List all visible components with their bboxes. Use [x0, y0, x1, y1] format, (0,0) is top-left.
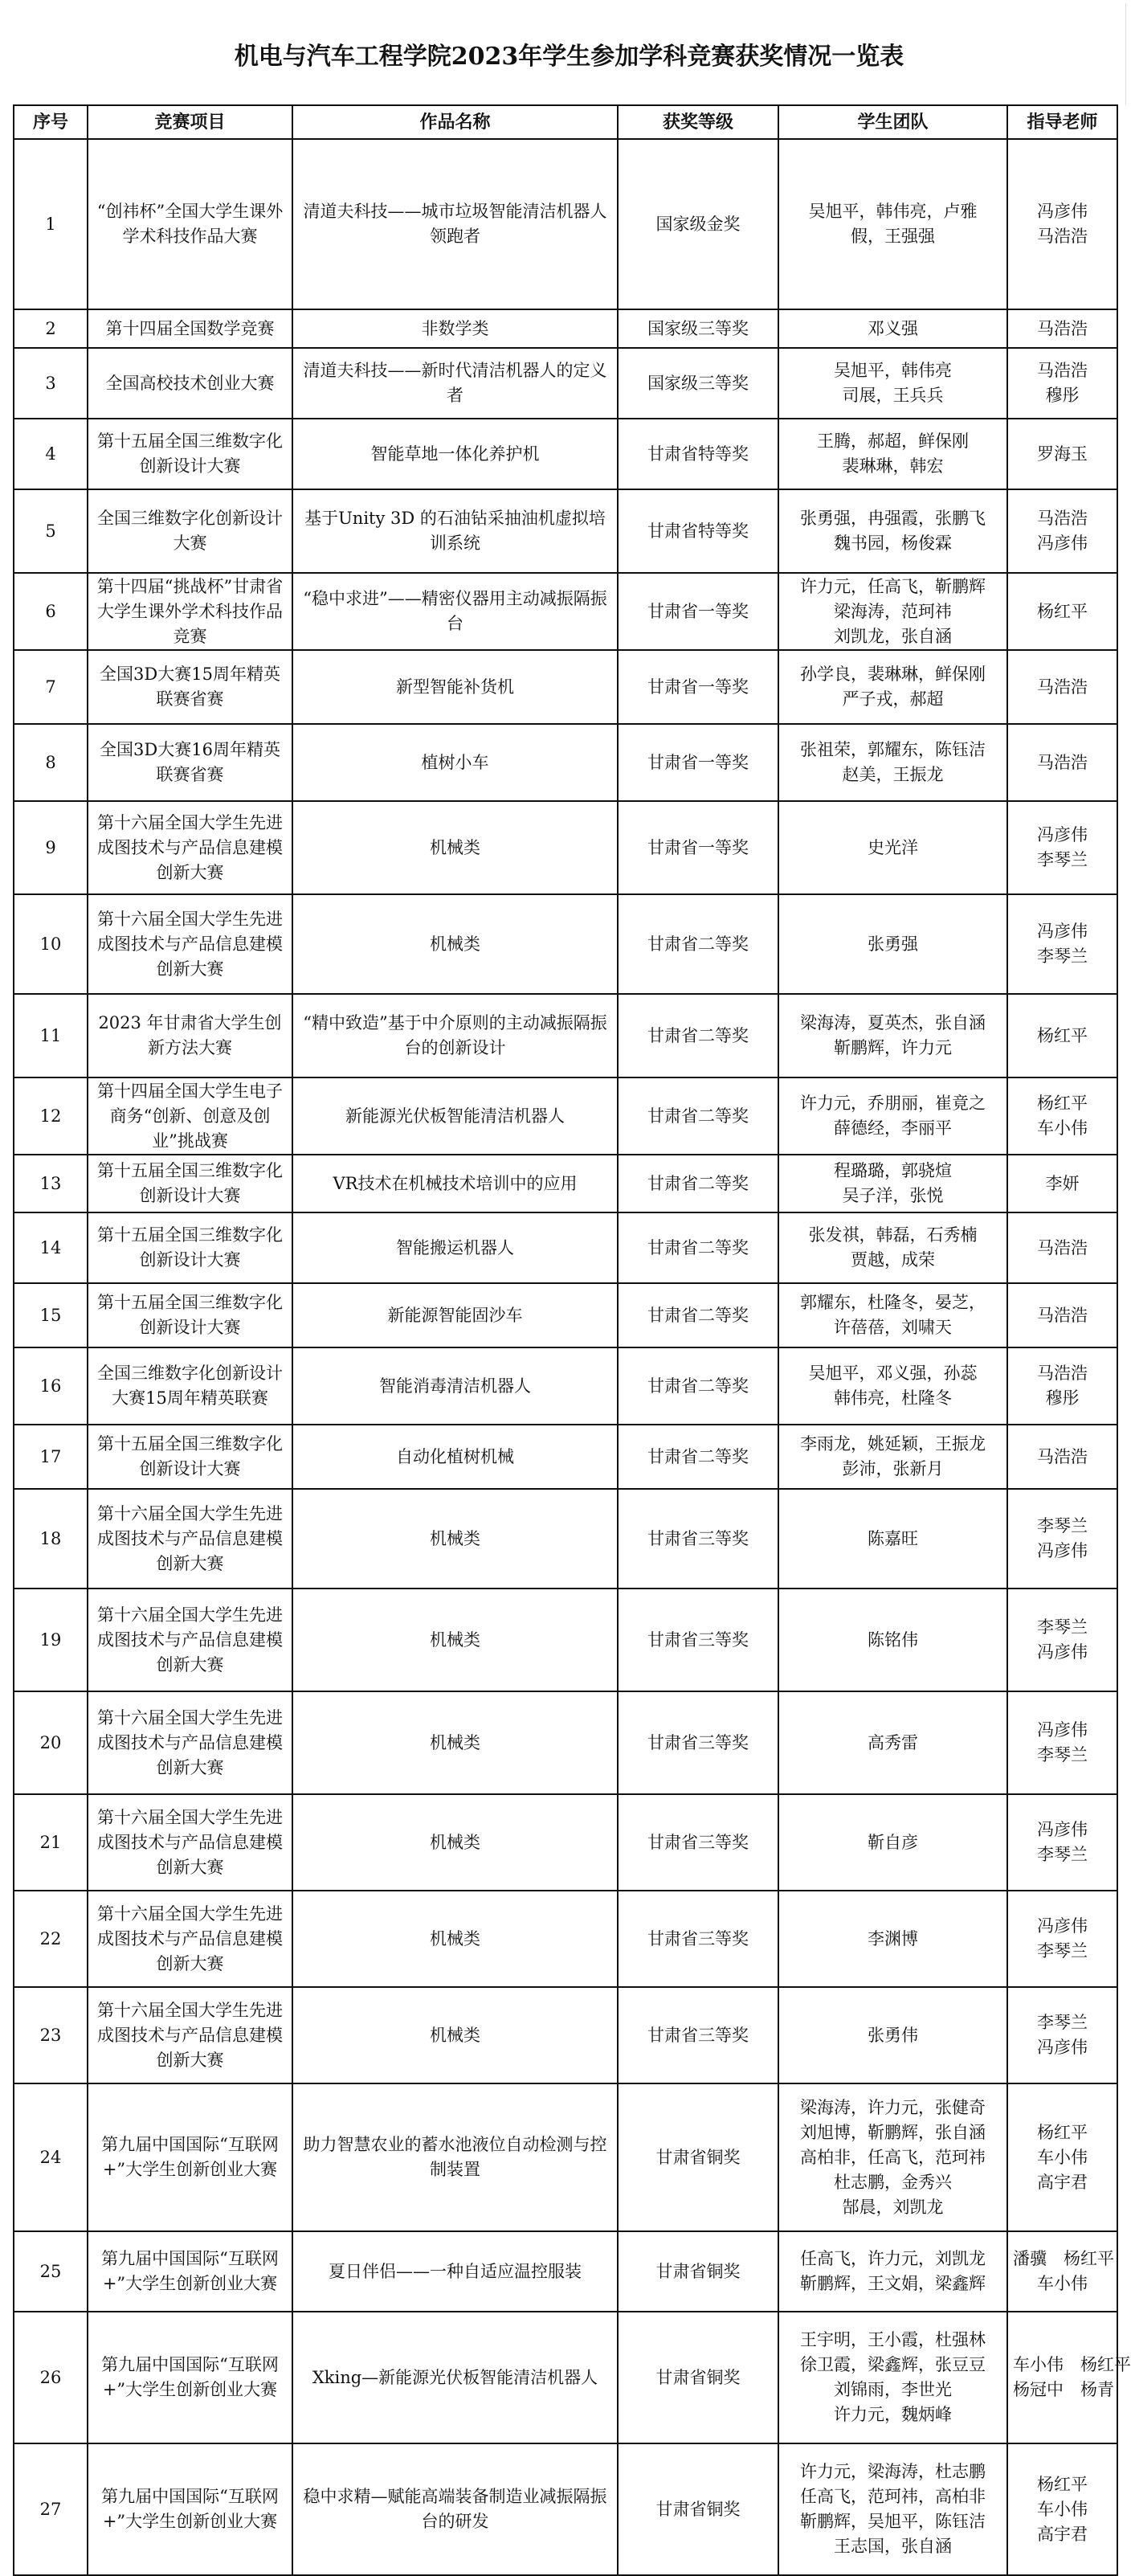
- cell-advisors: [1007, 348, 1117, 419]
- cell-level: 甘肃省三等奖: [618, 1891, 778, 1987]
- table-row: [14, 801, 1117, 894]
- cell-level: 甘肃省二等奖: [618, 994, 778, 1077]
- advisor-line: 高宇君: [1037, 2524, 1088, 2544]
- cell-competition: 第十四届全国大学生电子商务“创新、创意及创业”挑战赛: [88, 1077, 292, 1155]
- cell-team: [778, 2312, 1007, 2443]
- table-row: [14, 139, 1117, 309]
- cell-level: 甘肃省三等奖: [618, 1987, 778, 2083]
- table-row: [14, 1891, 1117, 1987]
- cell-team: [778, 1347, 1007, 1425]
- advisor-line: 李琴兰: [1037, 1745, 1088, 1764]
- team-member-line: 高柏非，任高飞，范珂祎: [800, 2147, 986, 2167]
- team-member-line: 靳鹏辉，王文娟，梁鑫辉: [800, 2274, 986, 2293]
- cell-competition: 第十六届全国大学生先进成图技术与产品信息建模创新大赛: [88, 801, 292, 894]
- cell-team: [778, 1987, 1007, 2083]
- advisor-line: 冯彦伟: [1037, 1720, 1088, 1740]
- cell-team: [778, 1155, 1007, 1212]
- table-row: [14, 1155, 1117, 1212]
- team-member-line: 许力元，梁海涛，杜志鹏: [800, 2462, 986, 2481]
- cell-advisors: [1007, 894, 1117, 994]
- team-member-line: 刘锦雨，李世光: [834, 2380, 952, 2399]
- team-member-line: 吴子洋，张悦: [842, 1186, 944, 1205]
- cell-no: 27: [14, 2443, 88, 2575]
- team-member-line: 徐卫霞，梁鑫辉，张豆豆: [800, 2355, 986, 2374]
- cell-competition: 第九届中国国际“互联网+”大学生创新创业大赛: [88, 2312, 292, 2443]
- cell-advisors: [1007, 1891, 1117, 1987]
- table-row: [14, 419, 1117, 489]
- cell-advisors: [1007, 1212, 1117, 1283]
- team-member-line: 许蓓蓓，刘啸天: [834, 1318, 952, 1337]
- table-row: [14, 1425, 1117, 1489]
- cell-competition: 第九届中国国际“互联网+”大学生创新创业大赛: [88, 2083, 292, 2231]
- cell-no: 16: [14, 1347, 88, 1425]
- table-row: [14, 650, 1117, 724]
- cell-no: 4: [14, 419, 88, 489]
- cell-advisors: [1007, 309, 1117, 348]
- advisor-line: 李琴兰: [1037, 2013, 1088, 2032]
- cell-team: [778, 348, 1007, 419]
- cell-competition: 第十五届全国三维数字化创新设计大赛: [88, 1283, 292, 1347]
- table-row: [14, 1691, 1117, 1794]
- cell-no: 20: [14, 1691, 88, 1794]
- advisor-line: 马浩浩: [1037, 318, 1088, 338]
- advisor-line: 杨红平: [1037, 601, 1088, 621]
- cell-team: [778, 1283, 1007, 1347]
- cell-no: 19: [14, 1589, 88, 1691]
- cell-level: 甘肃省铜奖: [618, 2443, 778, 2575]
- team-member-line: 裴琳琳，韩宏: [842, 456, 944, 476]
- team-member-line: 陈铭伟: [868, 1629, 918, 1650]
- cell-level: 国家级金奖: [618, 139, 778, 309]
- team-member-line: 张勇伟: [868, 2025, 918, 2045]
- cell-work: 机械类: [292, 1891, 618, 1987]
- team-member-line: 许力元，乔朋丽，崔竟之: [800, 1094, 986, 1113]
- cell-team: [778, 1425, 1007, 1489]
- cell-work: 新能源智能固沙车: [292, 1283, 618, 1347]
- cell-team: [778, 1891, 1007, 1987]
- cell-no: 23: [14, 1987, 88, 2083]
- cell-team: [778, 994, 1007, 1077]
- cell-competition: 第十六届全国大学生先进成图技术与产品信息建模创新大赛: [88, 1589, 292, 1691]
- cell-level: 国家级三等奖: [618, 348, 778, 419]
- cell-advisors: [1007, 2312, 1131, 2443]
- table-row: [14, 573, 1117, 650]
- cell-no: 3: [14, 348, 88, 419]
- cell-work: 夏日伴侣——一种自适应温控服装: [292, 2231, 618, 2312]
- team-member-line: 杜志鹏，金秀兴: [834, 2172, 952, 2192]
- table-row: [14, 894, 1117, 994]
- cell-level: 甘肃省一等奖: [618, 650, 778, 724]
- cell-team: [778, 1794, 1007, 1891]
- cell-competition: 全国三维数字化创新设计大赛15周年精英联赛: [88, 1347, 292, 1425]
- cell-team: [778, 724, 1007, 801]
- cell-level: 甘肃省二等奖: [618, 1425, 778, 1489]
- table-row: [14, 1077, 1117, 1155]
- team-member-line: 赵美，王振龙: [842, 765, 944, 784]
- cell-team: [778, 489, 1007, 573]
- cell-advisors: [1007, 1987, 1117, 2083]
- header-competition: 竞赛项目: [88, 105, 292, 139]
- team-member-line: 贾越，成荣: [851, 1250, 935, 1270]
- cell-advisors: [1007, 1589, 1117, 1691]
- cell-competition: 第十五届全国三维数字化创新设计大赛: [88, 1155, 292, 1212]
- cell-work: 新型智能补货机: [292, 650, 618, 724]
- header-advisors: 指导老师: [1007, 105, 1117, 139]
- cell-work: 智能消毒清洁机器人: [292, 1347, 618, 1425]
- advisor-line: 冯彦伟: [1037, 2038, 1088, 2057]
- cell-work: VR技术在机械技术培训中的应用: [292, 1155, 618, 1212]
- cell-level: 甘肃省特等奖: [618, 419, 778, 489]
- header-team: 学生团队: [778, 105, 1007, 139]
- advisor-line: 冯彦伟: [1037, 1820, 1088, 1839]
- cell-level: 甘肃省二等奖: [618, 894, 778, 994]
- cell-no: 8: [14, 724, 88, 801]
- advisor-line: 冯彦伟: [1037, 534, 1088, 553]
- cell-competition: 第十六届全国大学生先进成图技术与产品信息建模创新大赛: [88, 1691, 292, 1794]
- cell-advisors: [1007, 2443, 1117, 2575]
- advisor-line: 李妍: [1045, 1173, 1080, 1193]
- advisor-line: 李琴兰: [1037, 1845, 1088, 1864]
- cell-work: 助力智慧农业的蓄水池液位自动检测与控制装置: [292, 2083, 618, 2231]
- cell-no: 11: [14, 994, 88, 1077]
- advisor-line: 穆彤: [1045, 386, 1080, 405]
- cell-level: 甘肃省一等奖: [618, 724, 778, 801]
- cell-advisors: [1007, 2083, 1117, 2231]
- cell-no: 26: [14, 2312, 88, 2443]
- cell-no: 18: [14, 1489, 88, 1589]
- cell-advisors: [1007, 994, 1117, 1077]
- advisor-line: 马浩浩: [1037, 509, 1088, 528]
- team-member-line: 严子戎，郝超: [842, 689, 944, 709]
- cell-competition: 第十六届全国大学生先进成图技术与产品信息建模创新大赛: [88, 1794, 292, 1891]
- team-member-line: 薛德经，李丽平: [834, 1118, 952, 1138]
- cell-team: [778, 2231, 1007, 2312]
- cell-no: 7: [14, 650, 88, 724]
- cell-competition: 第九届中国国际“互联网+”大学生创新创业大赛: [88, 2443, 292, 2575]
- cell-team: [778, 650, 1007, 724]
- cell-level: 国家级三等奖: [618, 309, 778, 348]
- advisor-line: 马浩浩: [1037, 752, 1088, 772]
- cell-work: 自动化植树机械: [292, 1425, 618, 1489]
- team-member-line: 韩伟亮，杜隆冬: [834, 1388, 952, 1408]
- team-member-line: 吴旭平，韩伟亮，卢雅: [808, 202, 978, 221]
- cell-work: 新能源光伏板智能清洁机器人: [292, 1077, 618, 1155]
- cell-level: 甘肃省铜奖: [618, 2312, 778, 2443]
- cell-work: 智能搬运机器人: [292, 1212, 618, 1283]
- cell-competition: 全国高校技术创业大赛: [88, 348, 292, 419]
- advisor-line: 马浩浩: [1037, 1237, 1088, 1257]
- cell-no: 14: [14, 1212, 88, 1283]
- cell-competition: 2023 年甘肃省大学生创新方法大赛: [88, 994, 292, 1077]
- team-member-line: 靳鹏辉，吴旭平，陈钰洁: [800, 2512, 986, 2531]
- cell-work: 机械类: [292, 801, 618, 894]
- advisor-line: 李琴兰: [1037, 1941, 1088, 1961]
- cell-advisors: [1007, 489, 1117, 573]
- team-member-line: 梁海涛，范珂祎: [834, 601, 952, 621]
- header-no: 序号: [14, 105, 88, 139]
- table-row: [14, 309, 1117, 348]
- advisor-line: 马浩浩: [1037, 677, 1088, 697]
- team-member-line: 许力元，任高飞，靳鹏辉: [800, 576, 986, 596]
- table-row: [14, 1212, 1117, 1283]
- cell-work: 植树小车: [292, 724, 618, 801]
- team-member-line: 郜晨，刘凯龙: [842, 2197, 944, 2217]
- cell-competition: 第九届中国国际“互联网+”大学生创新创业大赛: [88, 2231, 292, 2312]
- cell-level: 甘肃省三等奖: [618, 1489, 778, 1589]
- cell-advisors: [1007, 1691, 1117, 1794]
- team-member-line: 靳鹏辉，许力元: [834, 1038, 952, 1057]
- title-box: [13, 3, 1126, 104]
- table-row: [14, 1987, 1117, 2083]
- advisor-line: 杨红平: [1037, 2474, 1088, 2494]
- cell-work: 机械类: [292, 1691, 618, 1794]
- cell-work: 机械类: [292, 1589, 618, 1691]
- table-header-row: [14, 105, 1117, 139]
- cell-level: 甘肃省二等奖: [618, 1077, 778, 1155]
- team-member-line: 张祖荣，郭耀东，陈钰洁: [800, 740, 986, 759]
- advisor-line: 杨红平: [1037, 2122, 1088, 2142]
- cell-competition: 第十六届全国大学生先进成图技术与产品信息建模创新大赛: [88, 1987, 292, 2083]
- cell-no: 15: [14, 1283, 88, 1347]
- cell-advisors: [1007, 1347, 1117, 1425]
- cell-advisors: [1007, 573, 1117, 650]
- team-member-line: 刘旭博，靳鹏辉，张自涵: [800, 2122, 986, 2142]
- advisor-line: 李琴兰: [1037, 850, 1088, 869]
- team-member-line: 孙学良，裴琳琳，鲜保刚: [800, 664, 986, 684]
- table-row: [14, 2312, 1117, 2443]
- advisor-line: 杨红平: [1037, 1094, 1088, 1113]
- team-member-line: 邓义强: [868, 318, 918, 338]
- cell-team: [778, 801, 1007, 894]
- team-member-line: 梁海涛，许力元，张健奇: [800, 2097, 986, 2117]
- team-member-line: 王腾，郝超，鲜保刚: [817, 431, 969, 451]
- cell-level: 甘肃省一等奖: [618, 573, 778, 650]
- team-member-line: 任高飞，范珂祎，高柏非: [800, 2487, 986, 2506]
- cell-level: 甘肃省三等奖: [618, 1794, 778, 1891]
- advisor-line: 杨冠中 杨青: [1013, 2380, 1114, 2399]
- header-work: 作品名称: [292, 105, 618, 139]
- advisor-line: 冯彦伟: [1037, 825, 1088, 844]
- cell-level: 甘肃省三等奖: [618, 1691, 778, 1794]
- cell-level: 甘肃省二等奖: [618, 1155, 778, 1212]
- cell-no: 24: [14, 2083, 88, 2231]
- team-member-line: 张发祺，韩磊，石秀楠: [808, 1225, 978, 1245]
- advisor-line: 冯彦伟: [1037, 202, 1088, 221]
- advisor-line: 李琴兰: [1037, 1516, 1088, 1535]
- cell-team: [778, 2083, 1007, 2231]
- table-row: [14, 2443, 1117, 2575]
- advisor-line: 潘骥 杨红平: [1013, 2249, 1114, 2268]
- team-member-line: 张勇强: [868, 934, 918, 954]
- cell-no: 1: [14, 139, 88, 309]
- cell-advisors: [1007, 801, 1117, 894]
- team-member-line: 魏书园，杨俊霖: [834, 534, 952, 553]
- cell-level: 甘肃省二等奖: [618, 1283, 778, 1347]
- team-member-line: 李渊博: [868, 1928, 918, 1948]
- cell-level: 甘肃省特等奖: [618, 489, 778, 573]
- team-member-line: 假，王强强: [851, 227, 935, 246]
- team-member-line: 陈嘉旺: [868, 1528, 918, 1548]
- table-row: [14, 1283, 1117, 1347]
- cell-work: 清道夫科技——城市垃圾智能清洁机器人领跑者: [292, 139, 618, 309]
- advisor-line: 李琴兰: [1037, 947, 1088, 966]
- cell-no: 9: [14, 801, 88, 894]
- cell-work: 机械类: [292, 1794, 618, 1891]
- table-row: [14, 1794, 1117, 1891]
- table-row: [14, 348, 1117, 419]
- advisor-line: 车小伟: [1037, 2147, 1088, 2167]
- advisor-line: 车小伟: [1037, 2274, 1088, 2293]
- cell-competition: 第十五届全国三维数字化创新设计大赛: [88, 1425, 292, 1489]
- cell-work: “精中致造”基于中介原则的主动减振隔振台的创新设计: [292, 994, 618, 1077]
- cell-team: [778, 1077, 1007, 1155]
- team-member-line: 司展，王兵兵: [842, 386, 944, 405]
- cell-work: Xking—新能源光伏板智能清洁机器人: [292, 2312, 618, 2443]
- cell-no: 2: [14, 309, 88, 348]
- team-member-line: 彭沛，张新月: [842, 1459, 944, 1478]
- cell-advisors: [1007, 724, 1117, 801]
- cell-team: [778, 1489, 1007, 1589]
- team-member-line: 刘凯龙，张自涵: [834, 626, 952, 646]
- cell-work: “稳中求进”——精密仪器用主动减振隔振台: [292, 573, 618, 650]
- advisor-line: 冯彦伟: [1037, 1541, 1088, 1560]
- advisor-line: 车小伟: [1037, 1118, 1088, 1138]
- cell-level: 甘肃省二等奖: [618, 1347, 778, 1425]
- team-member-line: 吴旭平，邓义强，孙蕊: [808, 1364, 978, 1383]
- cell-team: [778, 573, 1007, 650]
- team-member-line: 任高飞，许力元，刘凯龙: [800, 2249, 986, 2268]
- cell-level: 甘肃省三等奖: [618, 1589, 778, 1691]
- team-member-line: 张勇强，冉强霞，张鹏飞: [800, 509, 986, 528]
- cell-work: 稳中求精—赋能高端装备制造业减振隔振台的研发: [292, 2443, 618, 2575]
- team-member-line: 王志国，张自涵: [834, 2537, 952, 2556]
- cell-work: 智能草地一体化养护机: [292, 419, 618, 489]
- cell-competition: 全国三维数字化创新设计大赛: [88, 489, 292, 573]
- team-member-line: 程璐璐，郭骁煊: [834, 1161, 952, 1180]
- advisor-line: 高宇君: [1037, 2172, 1088, 2192]
- cell-no: 21: [14, 1794, 88, 1891]
- cell-competition: 第十四届“挑战杯”甘肃省大学生课外学术科技作品竞赛: [88, 573, 292, 650]
- cell-team: [778, 894, 1007, 994]
- cell-no: 22: [14, 1891, 88, 1987]
- cell-team: [778, 1691, 1007, 1794]
- cell-advisors: [1007, 1794, 1117, 1891]
- cell-work: 清道夫科技——新时代清洁机器人的定义者: [292, 348, 618, 419]
- advisor-line: 马浩浩: [1037, 361, 1088, 380]
- cell-no: 25: [14, 2231, 88, 2312]
- cell-level: 甘肃省二等奖: [618, 1212, 778, 1283]
- cell-competition: 第十六届全国大学生先进成图技术与产品信息建模创新大赛: [88, 1489, 292, 1589]
- cell-team: [778, 309, 1007, 348]
- advisor-line: 穆彤: [1045, 1388, 1080, 1408]
- team-member-line: 高秀雷: [868, 1732, 918, 1752]
- cell-no: 12: [14, 1077, 88, 1155]
- cell-work: 非数学类: [292, 309, 618, 348]
- cell-work: 机械类: [292, 1987, 618, 2083]
- cell-advisors: [1007, 1077, 1117, 1155]
- cell-team: [778, 2443, 1007, 2575]
- table-row: [14, 1347, 1117, 1425]
- cell-competition: 第十四届全国数学竞赛: [88, 309, 292, 348]
- cell-advisors: [1007, 1425, 1117, 1489]
- cell-advisors: [1007, 1155, 1117, 1212]
- cell-competition: 第十六届全国大学生先进成图技术与产品信息建模创新大赛: [88, 1891, 292, 1987]
- advisor-line: 马浩浩: [1037, 227, 1088, 246]
- cell-work: 机械类: [292, 894, 618, 994]
- cell-advisors: [1007, 1283, 1117, 1347]
- cell-competition: 全国3D大赛15周年精英联赛省赛: [88, 650, 292, 724]
- cell-team: [778, 1589, 1007, 1691]
- table-row: [14, 489, 1117, 573]
- cell-competition: 第十五届全国三维数字化创新设计大赛: [88, 1212, 292, 1283]
- cell-team: [778, 139, 1007, 309]
- cell-no: 13: [14, 1155, 88, 1212]
- advisor-line: 李琴兰: [1037, 1617, 1088, 1637]
- advisor-line: 冯彦伟: [1037, 1916, 1088, 1936]
- advisor-line: 车小伟 杨红平: [1013, 2355, 1131, 2374]
- cell-competition: “创祎杯”全国大学生课外学术科技作品大赛: [88, 139, 292, 309]
- cell-advisors: [1007, 650, 1117, 724]
- advisor-line: 冯彦伟: [1037, 1642, 1088, 1662]
- cell-work: 基于Unity 3D 的石油钻采抽油机虚拟培训系统: [292, 489, 618, 573]
- cell-work: 机械类: [292, 1489, 618, 1589]
- team-member-line: 许力元，魏炳峰: [834, 2405, 952, 2424]
- cell-team: [778, 1212, 1007, 1283]
- cell-no: 10: [14, 894, 88, 994]
- cell-advisors: [1007, 2231, 1117, 2312]
- advisor-line: 杨红平: [1037, 1025, 1088, 1045]
- cell-no: 17: [14, 1425, 88, 1489]
- table-row: [14, 1489, 1117, 1589]
- table-row: [14, 1589, 1117, 1691]
- cell-competition: 全国3D大赛16周年精英联赛省赛: [88, 724, 292, 801]
- cell-competition: 第十五届全国三维数字化创新设计大赛: [88, 419, 292, 489]
- cell-advisors: [1007, 1489, 1117, 1589]
- cell-competition: 第十六届全国大学生先进成图技术与产品信息建模创新大赛: [88, 894, 292, 994]
- advisor-line: 冯彦伟: [1037, 922, 1088, 941]
- team-member-line: 李雨龙，姚延颖，王振龙: [800, 1434, 986, 1454]
- team-member-line: 史光洋: [868, 837, 918, 857]
- team-member-line: 吴旭平，韩伟亮: [834, 361, 952, 380]
- cell-advisors: [1007, 139, 1117, 309]
- awards-table: [13, 104, 1131, 2576]
- advisor-line: 马浩浩: [1037, 1305, 1088, 1325]
- cell-advisors: [1007, 419, 1117, 489]
- advisor-line: 车小伟: [1037, 2499, 1088, 2519]
- table-row: [14, 994, 1117, 1077]
- cell-level: 甘肃省一等奖: [618, 801, 778, 894]
- header-level: 获奖等级: [618, 105, 778, 139]
- team-member-line: 梁海涛，夏英杰，张自涵: [800, 1013, 986, 1032]
- team-member-line: 王宇明，王小霞，杜强林: [800, 2330, 986, 2349]
- cell-level: 甘肃省铜奖: [618, 2083, 778, 2231]
- cell-no: 5: [14, 489, 88, 573]
- advisor-line: 罗海玉: [1037, 444, 1088, 464]
- advisor-line: 马浩浩: [1037, 1446, 1088, 1466]
- cell-level: 甘肃省铜奖: [618, 2231, 778, 2312]
- table-row: [14, 724, 1117, 801]
- advisor-line: 马浩浩: [1037, 1364, 1088, 1383]
- table-row: [14, 2231, 1117, 2312]
- table-row: [14, 2083, 1117, 2231]
- cell-no: 6: [14, 573, 88, 650]
- team-member-line: 靳自彦: [868, 1832, 918, 1852]
- team-member-line: 郭耀东，杜隆冬，晏芝，: [800, 1293, 986, 1312]
- page-title: 机电与汽车工程学院2023年学生参加学科竞赛获奖情况一览表: [234, 43, 904, 71]
- table-body: [14, 139, 1131, 2575]
- cell-team: [778, 419, 1007, 489]
